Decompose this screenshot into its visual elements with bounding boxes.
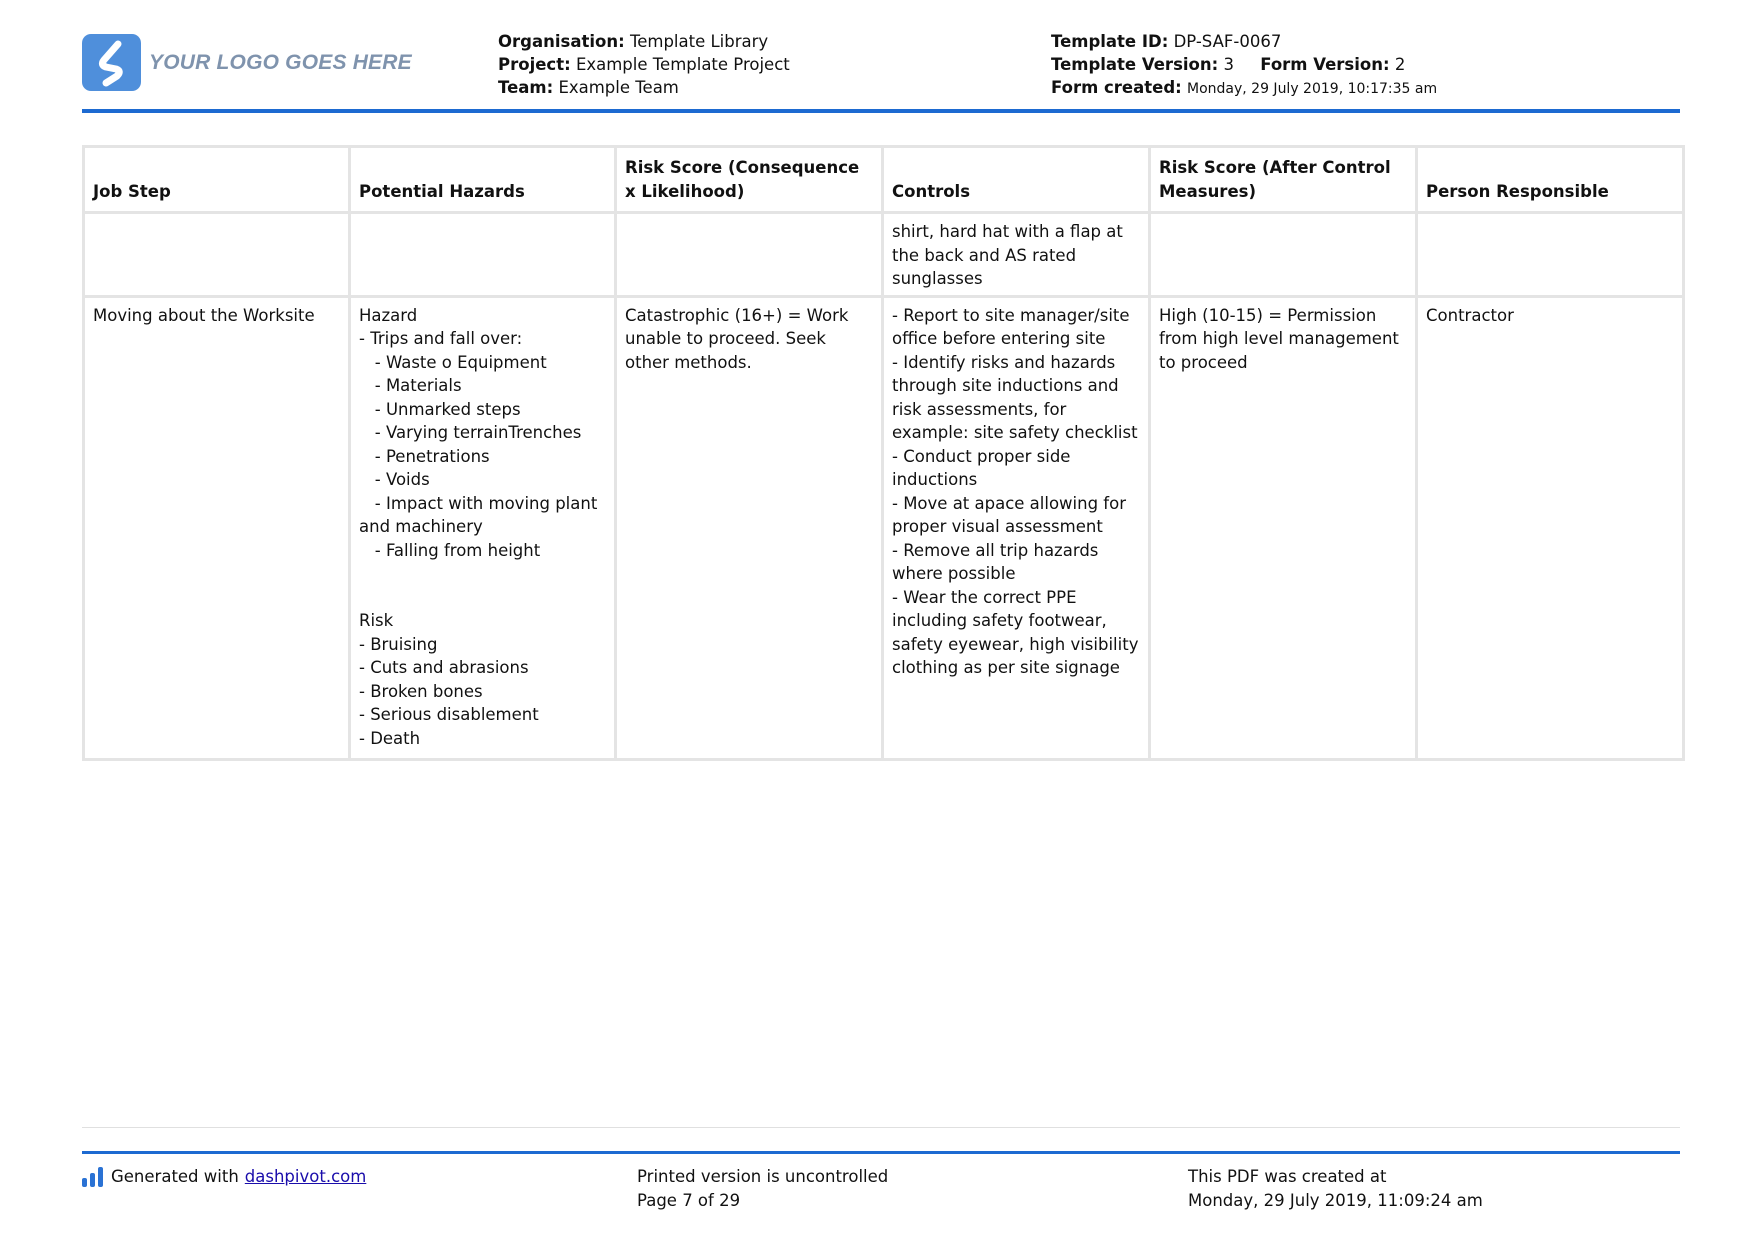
company-logo (82, 34, 412, 91)
form-version-label: Form Version: (1260, 55, 1390, 74)
page-number: Page 7 of 29 (637, 1191, 741, 1210)
organisation-info (498, 30, 790, 99)
form-version-value: 2 (1394, 55, 1406, 74)
cell-hazards: Hazard - Trips and fall over: - Waste o Equipment - Materials - Unmarked steps - Varying terrainTrenches - Penetrations - Voids - Impact with moving plant and machinery - Falling from height Risk - Bruising - Cuts and abrasions - Broken bones - Serious disablement - Death (350, 296, 616, 759)
logo-text: YOUR LOGO GOES HERE (149, 50, 412, 74)
cell-job-step: Moving about the Worksite (84, 296, 350, 759)
project-label: Project: (498, 55, 571, 74)
table-row (84, 213, 1684, 297)
dashpivot-bars-icon (82, 1167, 103, 1187)
printed-note: Printed version is uncontrolled (637, 1167, 889, 1186)
logo-icon (82, 34, 141, 91)
cell-risk-score-after: High (10-15) = Permission from high level management to proceed (1150, 296, 1417, 759)
cell-hazards (350, 213, 616, 297)
table-header-row (84, 147, 1684, 213)
cell-controls: shirt, hard hat with a flap at the back and AS rated sunglasses (883, 213, 1150, 297)
header-controls: Controls (883, 147, 1150, 213)
template-info (1051, 30, 1437, 101)
dashpivot-link[interactable]: dashpivot.com (244, 1167, 367, 1186)
team-label: Team: (498, 78, 554, 97)
header-potential-hazards: Potential Hazards (350, 147, 616, 213)
form-created-value: Monday, 29 July 2019, 10:17:35 am (1187, 81, 1438, 97)
generated-prefix: Generated with (111, 1167, 239, 1186)
header-job-step: Job Step (84, 147, 350, 213)
header-person-responsible: Person Responsible (1417, 147, 1684, 213)
generated-with (82, 1165, 366, 1189)
cell-risk-score: Catastrophic (16+) = Work unable to proceed. Seek other methods. (616, 296, 883, 759)
header-risk-score-after: Risk Score (After Control Measures) (1150, 147, 1417, 213)
cell-risk-score-after (1150, 213, 1417, 297)
organisation-value: Template Library (629, 32, 769, 51)
cell-job-step (84, 213, 350, 297)
template-version-label: Template Version: (1051, 55, 1219, 74)
pdf-created-label: This PDF was created at (1188, 1167, 1387, 1186)
header-risk-score: Risk Score (Consequence x Likelihood) (616, 147, 883, 213)
organisation-label: Organisation: (498, 32, 625, 51)
cell-person-responsible: Contractor (1417, 296, 1684, 759)
risk-assessment-table (82, 145, 1685, 761)
table-row (84, 296, 1684, 759)
pdf-created-value: Monday, 29 July 2019, 11:09:24 am (1188, 1191, 1483, 1210)
print-info (637, 1165, 888, 1213)
template-id-label: Template ID: (1051, 32, 1169, 51)
cell-person-responsible (1417, 213, 1684, 297)
footer-separator (82, 1127, 1680, 1128)
page-header (82, 30, 1680, 110)
team-value: Example Team (558, 78, 679, 97)
template-id-value: DP-SAF-0067 (1173, 32, 1282, 51)
footer-divider (82, 1151, 1680, 1154)
form-created-label: Form created: (1051, 78, 1182, 97)
header-divider (82, 109, 1680, 113)
template-version-value: 3 (1223, 55, 1234, 74)
cell-controls: - Report to site manager/site office before entering site - Identify risks and hazards through site inductions and risk assessments, for example: site safety checklist - Conduct proper side inductions - Move at apace allowing for proper visual assessment - Remove all trip hazards where possible - Wear the correct PPE including safety footwear, safety eyewear, high visibility clothing as per site signage (883, 296, 1150, 759)
cell-risk-score (616, 213, 883, 297)
pdf-created-info (1188, 1165, 1483, 1213)
project-value: Example Template Project (575, 55, 790, 74)
